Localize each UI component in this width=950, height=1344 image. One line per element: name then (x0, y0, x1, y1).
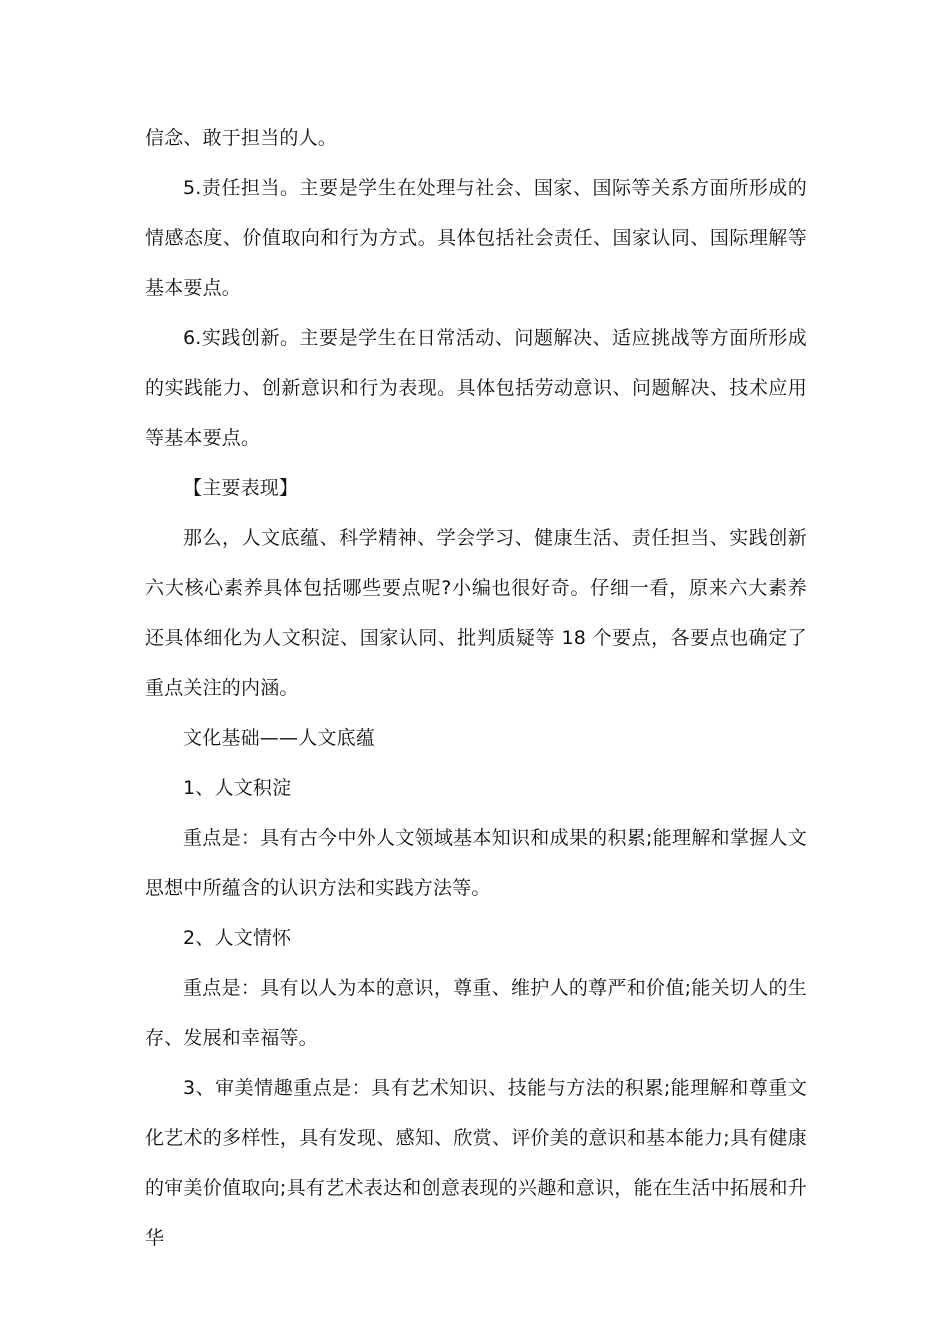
item-heading-humanistic-accumulation: 1、人文积淀 (183, 777, 292, 799)
paragraph-responsibility: 5.责任担当。主要是学生在处理与社会、国家、国际等关系方面所形成的情感态度、价值取向和行为方式。具体包括社会责任、国家认同、国际理解等基本要点。 (145, 177, 807, 299)
subheading-cultural-foundation: 文化基础——人文底蕴 (183, 727, 376, 749)
paragraph-six-literacies: 那么，人文底蕴、科学精神、学会学习、健康生活、责任担当、实践创新六大核心素养具体包括哪些要点呢?小编也很好奇。仔细一看，原来六大素养还具体细化为人文积淀、国家认同、批判质疑等 18 个要点，各要点也确定了重点关注的内涵。 (145, 527, 807, 699)
paragraph-humanistic-care: 重点是：具有以人为本的意识，尊重、维护人的尊严和价值;能关切人的生存、发展和幸福等。 (145, 977, 807, 1049)
document-body (145, 113, 807, 1263)
paragraph-humanistic-accumulation: 重点是：具有古今中外人文领域基本知识和成果的积累;能理解和掌握人文思想中所蕴含的认识方法和实践方法等。 (145, 827, 807, 899)
item-heading-humanistic-care: 2、人文情怀 (183, 927, 292, 949)
paragraph-practice-innovation: 6.实践创新。主要是学生在日常活动、问题解决、适应挑战等方面所形成的实践能力、创新意识和行为表现。具体包括劳动意识、问题解决、技术应用等基本要点。 (145, 327, 807, 449)
paragraph-aesthetic-interest: 3、审美情趣重点是：具有艺术知识、技能与方法的积累;能理解和尊重文化艺术的多样性，具有发现、感知、欣赏、评价美的意识和基本能力;具有健康的审美价值取向;具有艺术表达和创意表现的兴趣和意识，能在生活中拓展和升华 (145, 1077, 807, 1249)
paragraph-continuation: 信念、敢于担当的人。 (145, 127, 338, 149)
section-heading-main-performance: 【主要表现】 (183, 477, 299, 499)
